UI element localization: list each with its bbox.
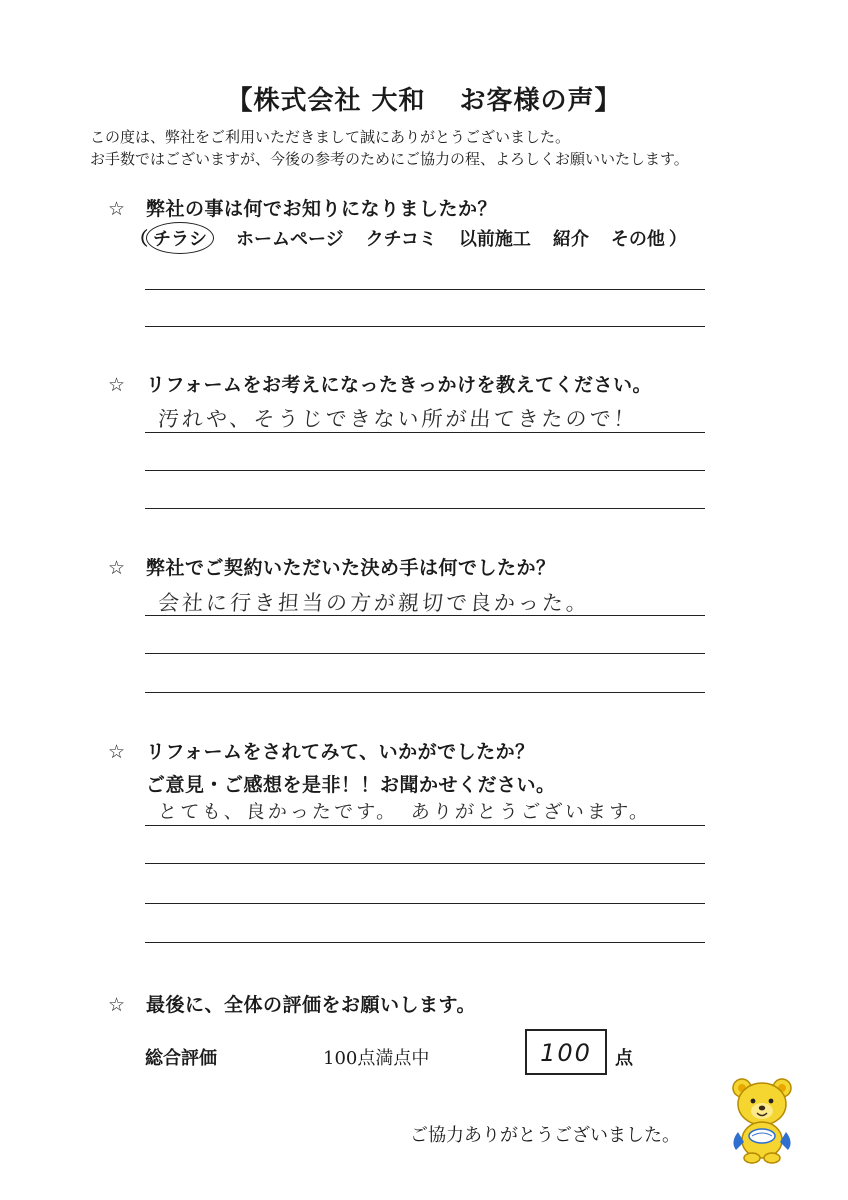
score-caption: 100点満点中 — [323, 1048, 430, 1069]
answer-line — [145, 825, 705, 826]
score-input-box[interactable]: 100 — [525, 1029, 607, 1075]
question-3-text: 弊社でご契約いただいた決め手は何でしたか？ — [146, 557, 556, 579]
title-main: お客様の声 — [459, 86, 595, 116]
option-other[interactable]: その他 — [610, 229, 665, 250]
question-1 — [108, 194, 497, 221]
option-flyer[interactable] — [150, 229, 214, 250]
option-word-of-mouth[interactable]: クチコミ — [365, 229, 437, 250]
answer-line — [145, 470, 705, 471]
bear-mascot-icon — [726, 1076, 798, 1164]
answer-line — [145, 863, 705, 864]
answer-line — [145, 326, 705, 327]
answer-line — [145, 653, 705, 654]
answer-line — [145, 289, 705, 290]
answer-4-handwriting: とても、良かったです。 ありがとうございます。 — [157, 801, 653, 823]
star-icon: ☆ — [108, 198, 126, 220]
answer-line — [145, 615, 705, 616]
question-4 — [108, 737, 556, 797]
q1-options — [130, 222, 687, 254]
question-4-text-line-2: ご意見・ご感想を是非！！お聞かせください。 — [146, 774, 556, 796]
star-icon: ☆ — [108, 374, 126, 396]
star-icon: ☆ — [108, 741, 126, 763]
question-4-text-line-1: リフォームをされてみて、いかがでしたか？ — [146, 741, 535, 763]
page-title — [0, 80, 848, 117]
answer-2-handwriting: 汚れや、そうじできない所が出てきたので！ — [157, 407, 639, 431]
answer-line — [145, 692, 705, 693]
score-unit: 点 — [615, 1048, 633, 1069]
title-bracket-close: 】 — [594, 86, 622, 116]
question-5-text: 最後に、全体の評価をお願いします。 — [146, 994, 476, 1016]
answer-line — [145, 508, 705, 509]
question-5 — [108, 990, 476, 1017]
answer-3-handwriting: 会社に行き担当の方が親切で良かった。 — [157, 591, 591, 615]
title-bracket-open: 【 — [226, 86, 254, 116]
company-name: 株式会社 大和 — [253, 86, 426, 116]
option-selected-circle: チラシ — [146, 222, 214, 254]
question-2 — [108, 370, 652, 397]
thanks-message: ご協力ありがとうございました。 — [410, 1125, 680, 1146]
answer-line — [145, 942, 705, 943]
option-referral[interactable]: 紹介 — [552, 229, 589, 250]
answer-line — [145, 903, 705, 904]
intro-line-1: この度は、弊社をご利用いただきまして誠にありがとうございました。 — [90, 128, 571, 146]
option-homepage[interactable]: ホームページ — [236, 229, 344, 250]
question-3 — [108, 553, 556, 580]
answer-line — [145, 432, 705, 433]
intro-text — [90, 126, 689, 170]
intro-line-2: お手数ではございますが、今後の参考のためにご協力の程、よろしくお願いいたします。 — [90, 150, 689, 168]
paren-open: （ — [130, 229, 148, 250]
star-icon: ☆ — [108, 994, 126, 1016]
question-1-text: 弊社の事は何でお知りになりましたか？ — [146, 198, 498, 220]
star-icon: ☆ — [108, 557, 126, 579]
option-previous-work[interactable]: 以前施工 — [458, 229, 531, 250]
score-label: 総合評価 — [145, 1048, 217, 1069]
question-2-text: リフォームをお考えになったきっかけを教えてください。 — [146, 374, 653, 396]
paren-close: ） — [668, 229, 687, 250]
